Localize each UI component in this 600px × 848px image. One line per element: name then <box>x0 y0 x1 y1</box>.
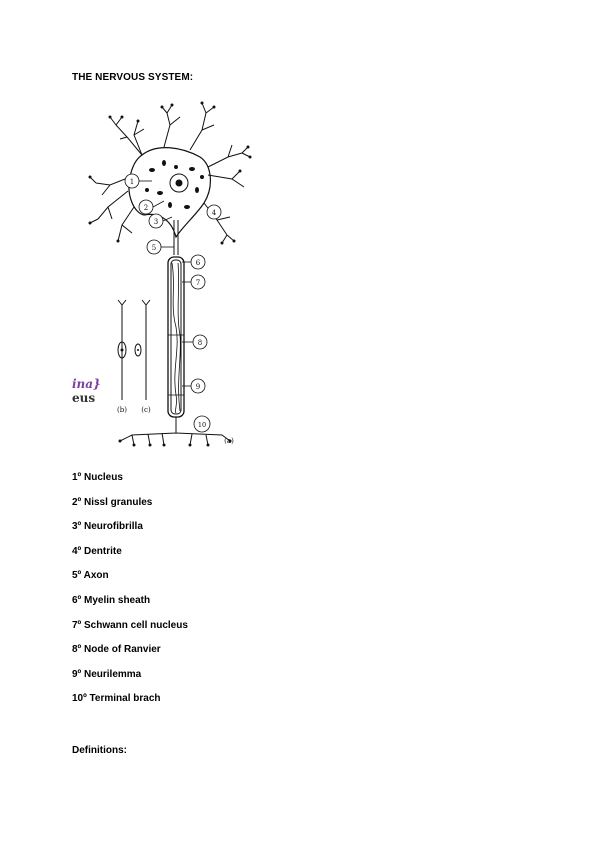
panel-label-a: (a) <box>224 437 234 445</box>
legend-item: 2º Nissl granules <box>72 496 153 508</box>
neuron-diagram <box>72 95 252 450</box>
callout-6: 6 <box>195 259 201 267</box>
callout-1: 1 <box>129 178 135 186</box>
figure-side-text-1: ina} <box>72 377 101 391</box>
legend-item: 8º Node of Ranvier <box>72 644 161 656</box>
figure-side-text-2: eus <box>72 391 96 405</box>
definitions-heading: Definitions: <box>72 745 127 756</box>
neuron-figure <box>72 95 252 450</box>
legend-item: 6º Myelin sheath <box>72 594 151 606</box>
callout-5: 5 <box>151 244 157 252</box>
legend-item: 4º Dentrite <box>72 545 122 557</box>
legend-item: 7º Schwann cell nucleus <box>72 619 188 631</box>
panel-label-c: (c) <box>141 406 151 414</box>
legend-item: 10º Terminal brach <box>72 693 161 705</box>
legend-item: 1º Nucleus <box>72 472 123 483</box>
panel-label-b: (b) <box>117 406 127 414</box>
callout-4: 4 <box>211 209 217 217</box>
callout-8: 8 <box>197 339 203 347</box>
callout-9: 9 <box>195 383 201 391</box>
legend-item: 9º Neurilemma <box>72 668 142 680</box>
page-title: THE NERVOUS SYSTEM: <box>72 72 194 83</box>
legend-list <box>72 472 188 718</box>
callout-3: 3 <box>153 218 159 226</box>
callout-10: 10 <box>197 421 207 429</box>
legend-item: 5º Axon <box>72 570 109 582</box>
legend-item: 3º Neurofibrilla <box>72 521 143 533</box>
callout-7: 7 <box>195 279 201 287</box>
callout-2: 2 <box>143 204 149 212</box>
